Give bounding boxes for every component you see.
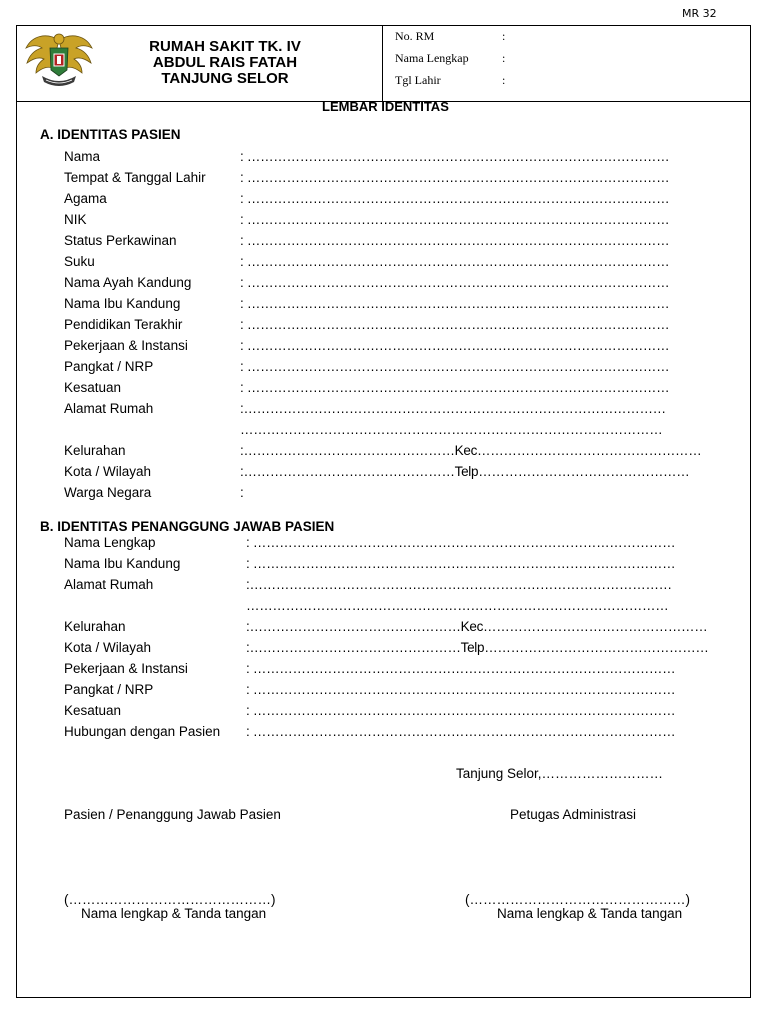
field-label: Tempat & Tanggal Lahir — [64, 170, 206, 185]
field-label: Pangkat / NRP — [64, 682, 154, 697]
field-label: Kota / Wilayah — [64, 464, 152, 479]
field-label: Nama Lengkap — [64, 535, 156, 550]
record-nama-lengkap-label: Nama Lengkap — [395, 51, 469, 65]
field-label: Alamat Rumah — [64, 401, 154, 416]
field-value[interactable]: : …………………………………………………………………………………… — [240, 170, 670, 185]
signature-left-caption: Nama lengkap & Tanda tangan — [81, 906, 267, 921]
field-label: Nama — [64, 149, 101, 164]
military-eagle-emblem-icon — [24, 28, 94, 92]
field-value[interactable]: …………………………………………………………………………………… — [246, 598, 669, 613]
hospital-name-line3: TANJUNG SELOR — [161, 70, 289, 87]
field-value[interactable]: …………………………………………………………………………………… — [240, 422, 663, 437]
field-label: Kesatuan — [64, 380, 122, 395]
field-value[interactable]: : …………………………………………………………………………………… — [240, 359, 670, 374]
record-colon: : — [502, 51, 506, 65]
hospital-name-line2: ABDUL RAIS FATAH — [152, 54, 298, 71]
field-value[interactable]: : …………………………………………………………………………………… — [240, 338, 670, 353]
field-label: Warga Negara — [64, 485, 152, 500]
field-label: Kelurahan — [64, 443, 126, 458]
field-label: Pendidikan Terakhir — [64, 317, 183, 332]
field-label: Status Perkawinan — [64, 233, 177, 248]
signature-left-role: Pasien / Penanggung Jawab Pasien — [64, 807, 281, 822]
field-label: Nama Ibu Kandung — [64, 296, 181, 311]
hospital-name-line1: RUMAH SAKIT TK. IV — [149, 38, 301, 55]
field-value[interactable]: :…………………………………………Telp…………………………………………… — [246, 640, 709, 655]
form-code: MR 32 — [682, 7, 717, 20]
field-value[interactable]: : …………………………………………………………………………………… — [240, 296, 670, 311]
field-value[interactable]: :…………………………………………………………………………………… — [246, 577, 672, 592]
field-value[interactable]: :…………………………………………Kec…………………………………………… — [240, 443, 702, 458]
field-value[interactable]: : …………………………………………………………………………………… — [246, 535, 676, 550]
signature-right-caption: Nama lengkap & Tanda tangan — [497, 906, 683, 921]
field-value[interactable]: :…………………………………………………………………………………… — [240, 401, 666, 416]
form-title: LEMBAR IDENTITAS — [322, 99, 449, 114]
field-label: Pangkat / NRP — [64, 359, 154, 374]
field-value[interactable]: : …………………………………………………………………………………… — [240, 317, 670, 332]
field-value[interactable]: : …………………………………………………………………………………… — [240, 275, 670, 290]
field-value[interactable]: : …………………………………………………………………………………… — [246, 703, 676, 718]
signature-right-role: Petugas Administrasi — [510, 807, 637, 822]
field-label: Hubungan dengan Pasien — [64, 724, 221, 739]
field-label: NIK — [64, 212, 87, 227]
section-b-heading: B. IDENTITAS PENANGGUNG JAWAB PASIEN — [40, 519, 335, 534]
field-label: Kota / Wilayah — [64, 640, 152, 655]
record-tgl-lahir-label: Tgl Lahir — [395, 73, 441, 87]
record-colon: : — [502, 29, 506, 43]
field-label: Kesatuan — [64, 703, 122, 718]
field-label: Suku — [64, 254, 95, 269]
field-label: Nama Ibu Kandung — [64, 556, 181, 571]
field-value[interactable]: : …………………………………………………………………………………… — [240, 254, 670, 269]
record-colon: : — [502, 73, 506, 87]
field-label: Pekerjaan & Instansi — [64, 661, 188, 676]
field-value[interactable]: : …………………………………………………………………………………… — [240, 149, 670, 164]
signature-right-blank: (…………………………………………) — [465, 892, 690, 907]
field-label: Alamat Rumah — [64, 577, 154, 592]
signature-left-blank: (………………………………………) — [64, 892, 276, 907]
field-value[interactable]: : …………………………………………………………………………………… — [240, 191, 670, 206]
place-date: Tanjung Selor,……………………… — [456, 766, 664, 781]
field-value[interactable]: : …………………………………………………………………………………… — [240, 380, 670, 395]
field-value[interactable]: : — [240, 485, 244, 500]
field-label: Agama — [64, 191, 107, 206]
record-no-rm-label: No. RM — [395, 29, 435, 43]
field-label: Pekerjaan & Instansi — [64, 338, 188, 353]
field-value[interactable]: : …………………………………………………………………………………… — [246, 661, 676, 676]
field-value[interactable]: : …………………………………………………………………………………… — [246, 682, 676, 697]
field-value[interactable]: : …………………………………………………………………………………… — [246, 724, 676, 739]
field-label: Nama Ayah Kandung — [64, 275, 192, 290]
field-value[interactable]: :…………………………………………Telp………………………………………… — [240, 464, 690, 479]
record-tgl-lahir — [395, 73, 506, 88]
field-value[interactable]: : …………………………………………………………………………………… — [246, 556, 676, 571]
record-no-rm — [395, 29, 506, 44]
field-value[interactable]: : …………………………………………………………………………………… — [240, 212, 670, 227]
header-column-divider — [382, 25, 383, 102]
record-nama-lengkap — [395, 51, 506, 66]
field-value[interactable]: :…………………………………………Kec…………………………………………… — [246, 619, 708, 634]
section-a-heading: A. IDENTITAS PASIEN — [40, 127, 181, 142]
field-value[interactable]: : …………………………………………………………………………………… — [240, 233, 670, 248]
field-label: Kelurahan — [64, 619, 126, 634]
